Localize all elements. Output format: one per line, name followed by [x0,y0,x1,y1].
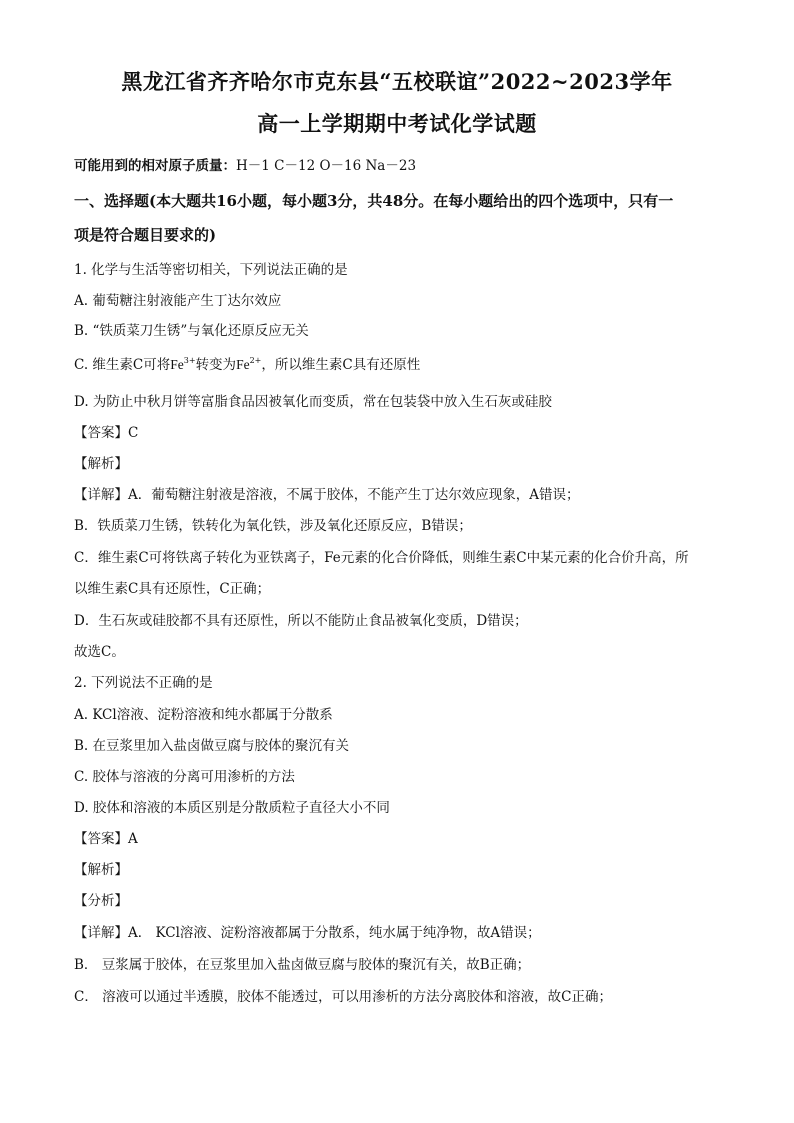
q1-answer: 【答案】C [74,425,139,441]
q2-option-d: D. 胶体和溶液的本质区别是分散质粒子直径大小不同 [74,800,390,816]
ion-fe2-symbol: Fe [236,357,250,372]
atomic-mass-values: H－1 C－12 O－16 Na－23 [236,158,417,174]
atomic-mass-line [74,154,416,174]
q1-option-c-mid: 转变为 [195,357,237,373]
q2-stem: 2. 下列说法不正确的是 [74,675,213,691]
atomic-mass-label: 可能用到的相对原子质量： [74,158,236,174]
q2-fenxi-label: 【分析】 [74,893,128,909]
q2-option-a: A. KCl溶液、淀粉溶液和纯水都属于分散系 [74,707,333,723]
section1-heading-line1: 一、选择题(本大题共16小题，每小题3分，共48分。在每小题给出的四个选项中，只有一 [74,192,674,210]
q2-detail-b: B． 豆浆属于胶体，在豆浆里加入盐卤做豆腐与胶体的聚沉有关，故B正确； [74,957,531,973]
q1-conclusion: 故选C。 [74,644,125,660]
q1-detail-c-line1: C．维生素C可将铁离子转化为亚铁离子，Fe元素的化合价降低，则维生素C中某元素的化合价升高，所 [74,550,689,566]
q1-detail-a: 【详解】A．葡萄糖注射液是溶液，不属于胶体，不能产生丁达尔效应现象，A错误； [74,487,580,503]
q2-option-c: C. 胶体与溶液的分离可用渗析的方法 [74,769,295,785]
q1-detail-c-line2: 以维生素C具有还原性，C正确； [74,581,271,597]
q2-option-b: B. 在豆浆里加入盐卤做豆腐与胶体的聚沉有关 [74,738,350,754]
q1-option-a: A. 葡萄糖注射液能产生丁达尔效应 [74,293,282,309]
ion-fe2-charge: 2+ [249,356,262,365]
q1-option-c-pre: C. 维生素C可将 [74,357,171,373]
q1-option-c-post: ，所以维生素C具有还原性 [261,357,421,373]
doc-title-line1: 黑龙江省齐齐哈尔市克东县“五校联谊”2022~2023学年 [121,69,673,94]
q2-detail-c: C． 溶液可以通过半透膜，胶体不能透过，可以用渗析的方法分离胶体和溶液，故C正确； [74,989,612,1005]
q2-answer: 【答案】A [74,831,138,847]
q2-analysis-label: 【解析】 [74,862,128,878]
ion-fe3-symbol: Fe [170,357,184,372]
q1-detail-b: B．铁质菜刀生锈，铁转化为氧化铁，涉及氧化还原反应，B错误； [74,518,472,534]
doc-title-line2: 高一上学期期中考试化学试题 [257,111,537,136]
q1-detail-d: D．生石灰或硅胶都不具有还原性，所以不能防止食品被氧化变质，D错误； [74,613,528,629]
q1-analysis-label: 【解析】 [74,456,128,472]
q1-option-b: B. “铁质菜刀生锈”与氧化还原反应无关 [74,323,309,339]
q1-option-c [74,353,420,373]
q1-option-d: D. 为防止中秋月饼等富脂食品因被氧化而变质，常在包装袋中放入生石灰或硅胶 [74,394,552,410]
ion-fe3-charge: 3+ [183,356,196,365]
q2-detail-a: 【详解】A． KCl溶液、淀粉溶液都属于分散系，纯水属于纯净物，故A错误； [74,925,541,941]
section1-heading-line2: 项是符合题目要求的) [74,226,217,244]
q1-stem: 1. 化学与生活等密切相关，下列说法正确的是 [74,262,348,278]
